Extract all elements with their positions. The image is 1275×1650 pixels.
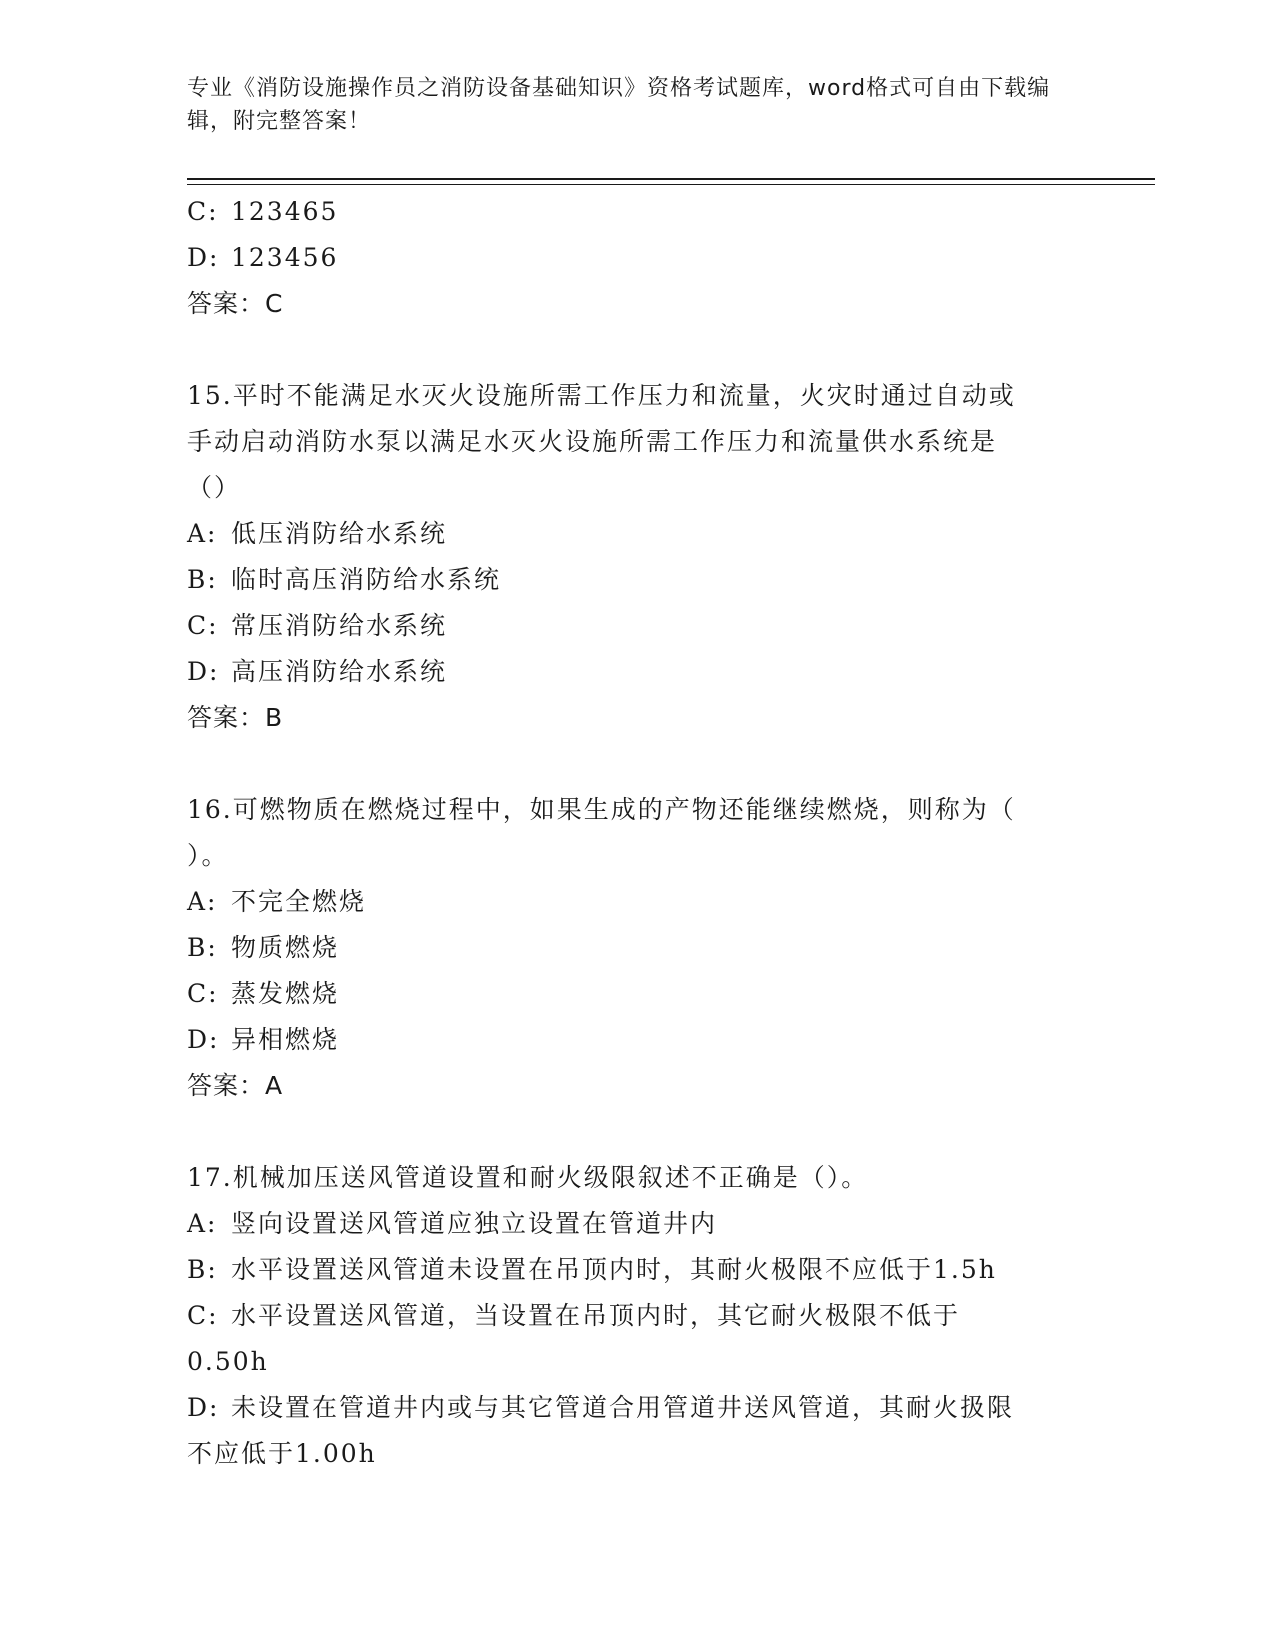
option-label: A:: [187, 519, 218, 548]
option-text: 常压消防给水系统: [231, 611, 448, 640]
option-label: B:: [187, 933, 218, 962]
option-text: 高压消防给水系统: [231, 657, 448, 686]
option-text: 0.50h: [187, 1347, 269, 1376]
option-label: C:: [187, 197, 219, 226]
option-label: C:: [187, 979, 219, 1008]
question-content: [187, 189, 1087, 1477]
option-d: [187, 1017, 1087, 1063]
answer-line: 答案：A: [187, 1071, 284, 1100]
option-label: C:: [187, 611, 219, 640]
option-c: [187, 189, 1087, 235]
answer-line: 答案：C: [187, 289, 284, 318]
question-text-line: ）。: [187, 841, 229, 870]
question-text-line: 15.平时不能满足水灭火设施所需工作压力和流量，火灾时通过自动或: [187, 381, 1016, 410]
option-label: C:: [187, 1301, 219, 1330]
option-text: 123465: [231, 197, 339, 226]
option-c: [187, 1293, 1087, 1339]
option-label: D:: [187, 1025, 220, 1054]
option-d: [187, 235, 1087, 281]
header-divider-thin: [187, 184, 1155, 185]
option-text: 物质燃烧: [231, 933, 340, 962]
option-text: 123456: [231, 243, 339, 272]
option-c: [187, 971, 1087, 1017]
option-b: [187, 557, 1087, 603]
option-label: A:: [187, 887, 218, 916]
question-text-line: 16.可燃物质在燃烧过程中，如果生成的产物还能继续燃烧，则称为（: [187, 795, 1016, 824]
option-label: A:: [187, 1209, 218, 1238]
question-16-block: [187, 787, 1087, 1109]
prev-question-block: [187, 189, 1087, 327]
question-text-line: 17.机械加压送风管道设置和耐火级限叙述不正确是（）。: [187, 1163, 869, 1192]
question-17-block: [187, 1155, 1087, 1477]
option-text: 未设置在管道井内或与其它管道合用管道井送风管道，其耐火扱限: [231, 1393, 1015, 1422]
option-a: [187, 1201, 1087, 1247]
option-b: [187, 925, 1087, 971]
option-text: 蒸发燃烧: [231, 979, 340, 1008]
option-b: [187, 1247, 1087, 1293]
option-a: [187, 511, 1087, 557]
page-header: 专业《消防设施操作员之消防设备基础知识》资格考试题库，word格式可自由下载编辑，附完整答案！: [187, 76, 1051, 134]
option-text: 水平设置送风管道，当设置在吊顶内时，其它耐火极限不低于: [231, 1301, 961, 1330]
header-divider-thick: [187, 178, 1155, 180]
option-label: D:: [187, 243, 220, 272]
option-c: [187, 603, 1087, 649]
option-text: 水平设置送风管道未设置在吊顶内时，其耐火极限不应低于1.5h: [231, 1255, 997, 1284]
option-label: D:: [187, 1393, 220, 1422]
option-text: 竖向设置送风管道应独立设置在管道井内: [231, 1209, 718, 1238]
option-d: [187, 1385, 1087, 1431]
question-text-line: （）: [187, 473, 242, 502]
option-d-continuation: [187, 1431, 1087, 1477]
option-text: 不完全燃烧: [231, 887, 367, 916]
answer-line: 答案：B: [187, 703, 284, 732]
option-label: B:: [187, 1255, 218, 1284]
question-text-line: 手动启动消防水泵以满足水灭火设施所需工作压力和流量供水系统是: [187, 427, 998, 456]
question-15-block: [187, 373, 1087, 741]
option-d: [187, 649, 1087, 695]
option-a: [187, 879, 1087, 925]
option-label: B:: [187, 565, 218, 594]
option-text: 临时高压消防给水系统: [231, 565, 502, 594]
option-text: 低压消防给水系统: [231, 519, 448, 548]
option-text: 不应低于1.00h: [187, 1439, 377, 1468]
option-text: 异相燃烧: [231, 1025, 340, 1054]
option-c-continuation: [187, 1339, 1087, 1385]
option-label: D:: [187, 657, 220, 686]
